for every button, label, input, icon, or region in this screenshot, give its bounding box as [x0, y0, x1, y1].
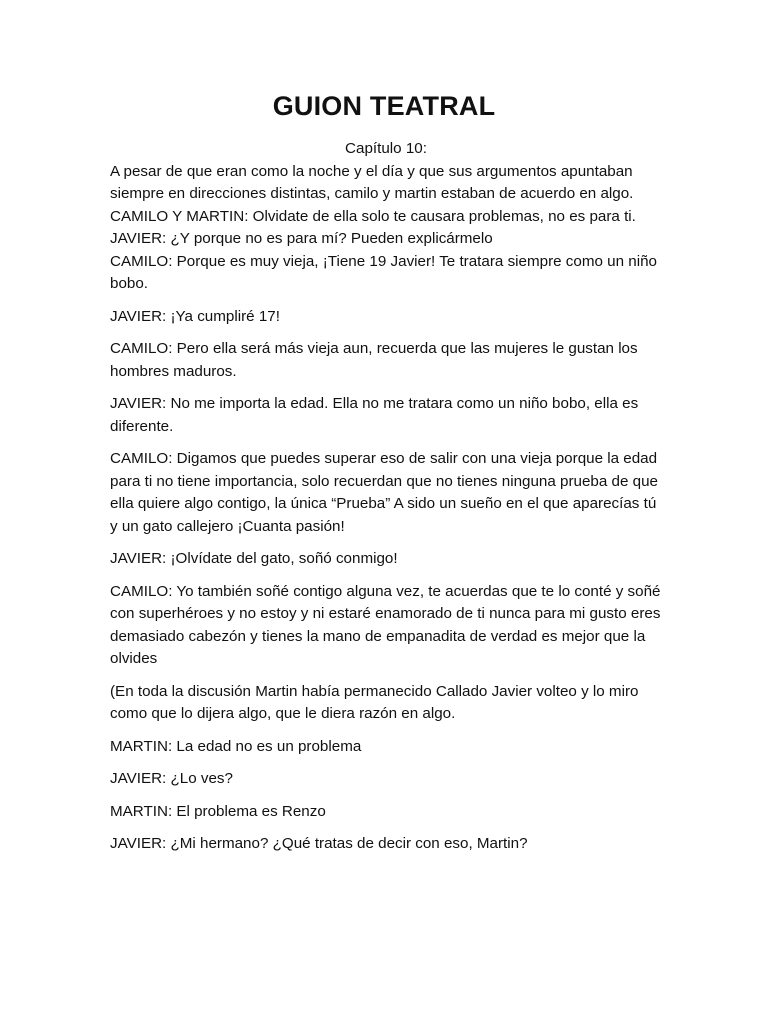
- dialogue-line: JAVIER: ¿Y porque no es para mí? Pueden explicármelo: [110, 230, 493, 247]
- dialogue-line: JAVIER: ¿Mi hermano? ¿Qué tratas de decir con eso, Martin?: [110, 835, 528, 852]
- stage-direction: (En toda la discusión Martin había permanecido Callado Javier volteo y lo miro como que lo dijera algo, que le diera razón en algo.: [110, 682, 639, 722]
- script-body: [110, 138, 662, 856]
- dialogue-line: CAMILO: Pero ella será más vieja aun, recuerda que las mujeres le gustan los hombres maduros.: [110, 340, 638, 380]
- chapter-heading: Capítulo 10:: [345, 140, 427, 157]
- dialogue-line: JAVIER: ¡Olvídate del gato, soñó conmigo!: [110, 550, 398, 567]
- dialogue-line: MARTIN: El problema es Renzo: [110, 802, 326, 820]
- dialogue-line: JAVIER: No me importa la edad. Ella no me tratara como un niño bobo, ella es diferente.: [110, 395, 639, 435]
- dialogue-line: CAMILO: Digamos que puedes superar eso de salir con una vieja porque la edad para ti no tiene importancia, solo recuerdan que no tienes ninguna prueba de que ella quiere algo contigo, la única “Prueba” A sido un sueño en el que aparecías tú y un gato callejero ¡Cuanta pasión!: [110, 450, 658, 535]
- narration-paragraph: A pesar de que eran como la noche y el día y que sus argumentos apuntaban siempre en direcciones distintas, camilo y martin estaban de acuerdo en algo.: [110, 162, 634, 202]
- page-title: GUION TEATRAL: [272, 91, 496, 121]
- dialogue-line: JAVIER: ¡Ya cumpliré 17!: [110, 307, 280, 325]
- dialogue-line: JAVIER: ¿Lo ves?: [110, 770, 233, 787]
- dialogue-line: CAMILO: Porque es muy vieja, ¡Tiene 19 Javier! Te tratara siempre como un niño bobo.: [110, 252, 657, 292]
- dialogue-line: CAMILO Y MARTIN: Olvidate de ella solo te causara problemas, no es para ti.: [110, 207, 636, 225]
- dialogue-line: CAMILO: Yo también soñé contigo alguna vez, te acuerdas que te lo conté y soñé con superhéroes y no estoy y ni estaré enamorado de ti nunca para mi gusto eres demasiado cabezón y tienes la mano de empanadita de verdad es mejor que la olvides: [110, 582, 661, 667]
- dialogue-line: MARTIN: La edad no es un problema: [110, 737, 362, 755]
